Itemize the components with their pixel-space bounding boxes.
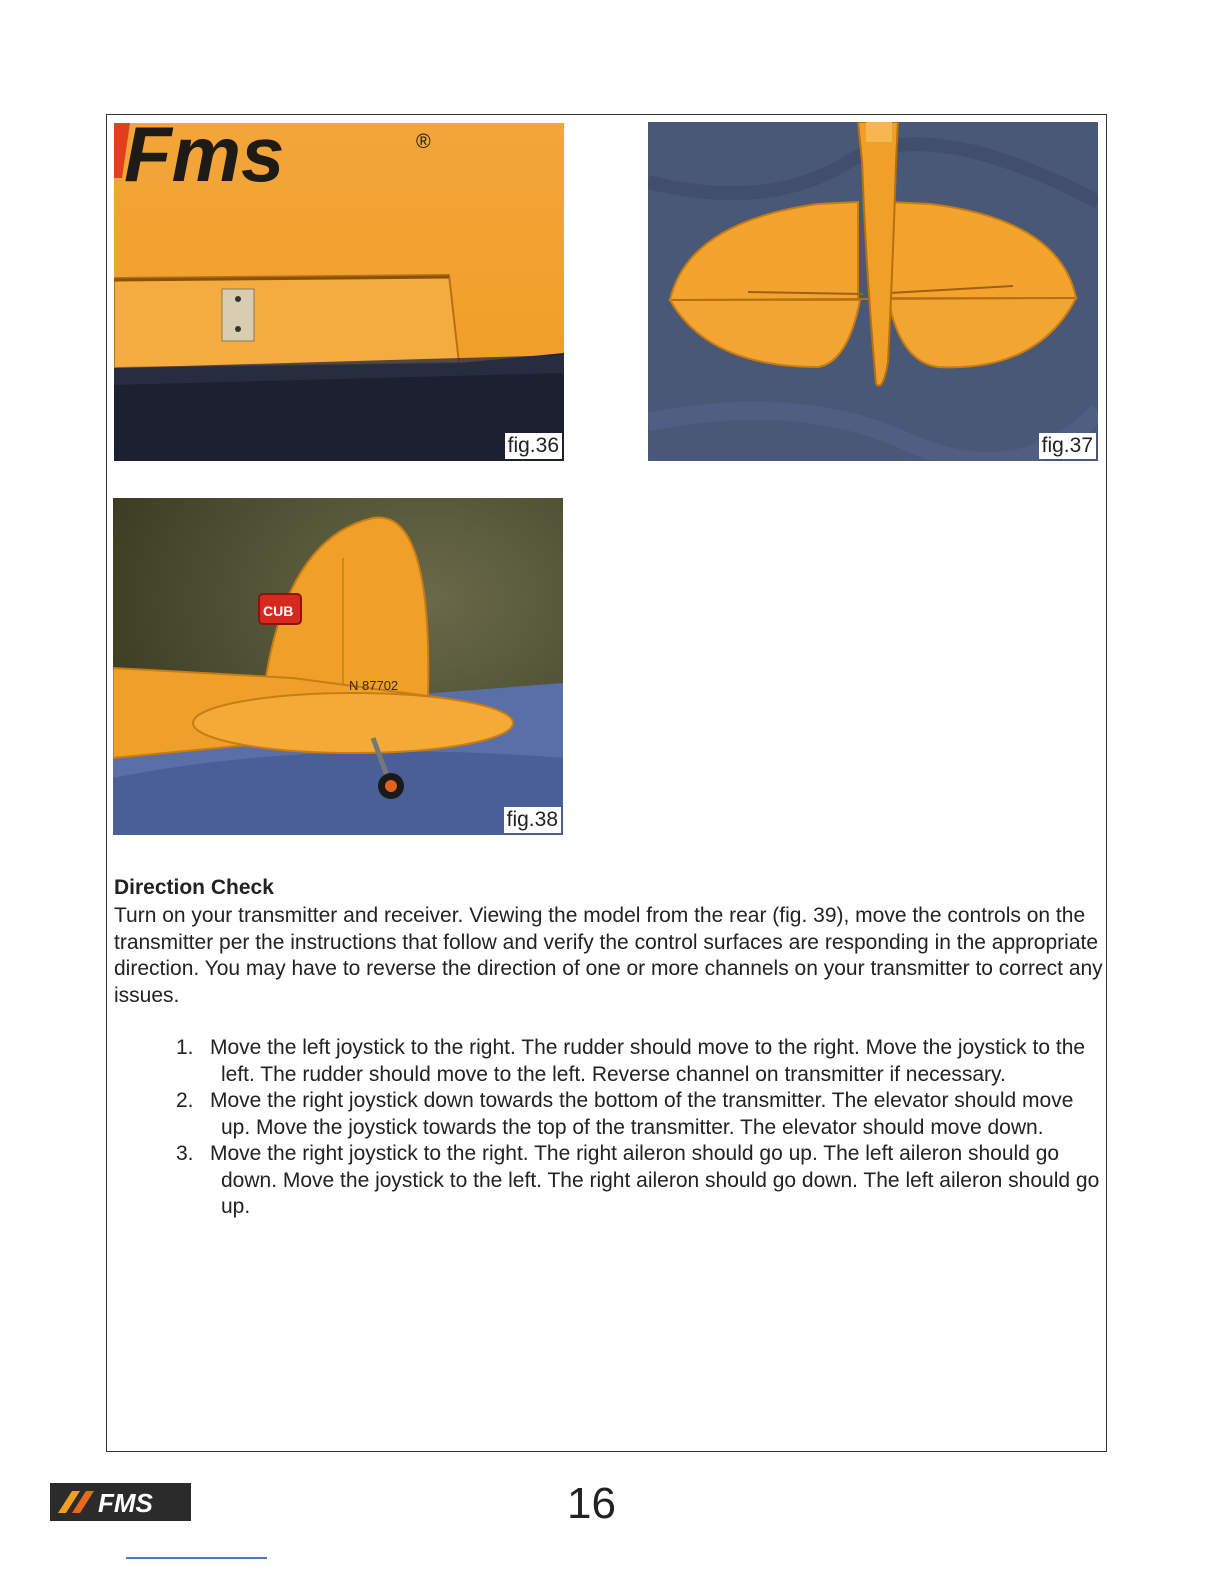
fms-logo bbox=[50, 1483, 191, 1521]
step-item bbox=[176, 1141, 1101, 1221]
step-item bbox=[176, 1035, 1101, 1088]
photo-fig36-wing-hatch bbox=[114, 123, 564, 461]
tailplane-illustration bbox=[648, 122, 1098, 461]
instruction-steps bbox=[176, 1035, 1101, 1221]
step-number: 3. bbox=[176, 1142, 194, 1165]
direction-check-section bbox=[114, 875, 1104, 1009]
tail-number-text: N 87702 bbox=[349, 678, 399, 693]
photo-fig37-tailplane bbox=[648, 122, 1098, 461]
intro-paragraph: Turn on your transmitter and receiver. Viewing the model from the rear (fig. 39), move the controls on the transmitter per the instructions that follow and verify the control surfaces are responding in the appropriate direction. You may have to reverse the direction of one or more channels on your transmitter to correct any issues. bbox=[114, 904, 1103, 1007]
step-text: Move the right joystick to the right. The right aileron should go up. The left aileron should go down. Move the joystick to the left. The right aileron should go down. The left aileron should go up. bbox=[210, 1142, 1100, 1218]
fig-label: fig.37 bbox=[1039, 433, 1096, 459]
section-title: Direction Check bbox=[114, 876, 274, 899]
brand-text: Fms bbox=[124, 123, 285, 198]
step-text: Move the left joystick to the right. The rudder should move to the right. Move the joystick to the left. The rudder should move to the left. Reverse channel on transmitter if necessary. bbox=[210, 1036, 1086, 1086]
tail-assembly-illustration bbox=[113, 498, 563, 835]
photo-fig38-tail-wheel bbox=[113, 498, 563, 835]
step-number: 2. bbox=[176, 1089, 194, 1112]
wing-hatch-illustration bbox=[114, 123, 564, 461]
step-item bbox=[176, 1088, 1101, 1141]
step-number: 1. bbox=[176, 1036, 194, 1059]
fms-logo-icon bbox=[50, 1483, 191, 1521]
cub-badge-text: CUB bbox=[263, 603, 294, 619]
fig-label: fig.36 bbox=[505, 433, 562, 459]
registered-mark: ® bbox=[416, 131, 431, 153]
page-number: 16 bbox=[567, 1479, 616, 1528]
bottom-rule bbox=[126, 1557, 267, 1559]
fig-label: fig.38 bbox=[504, 807, 561, 833]
logo-text: FMS bbox=[98, 1488, 153, 1518]
step-text: Move the right joystick down towards the bottom of the transmitter. The elevator should move up. Move the joystick towards the top of the transmitter. The elevator should move down. bbox=[210, 1089, 1074, 1139]
